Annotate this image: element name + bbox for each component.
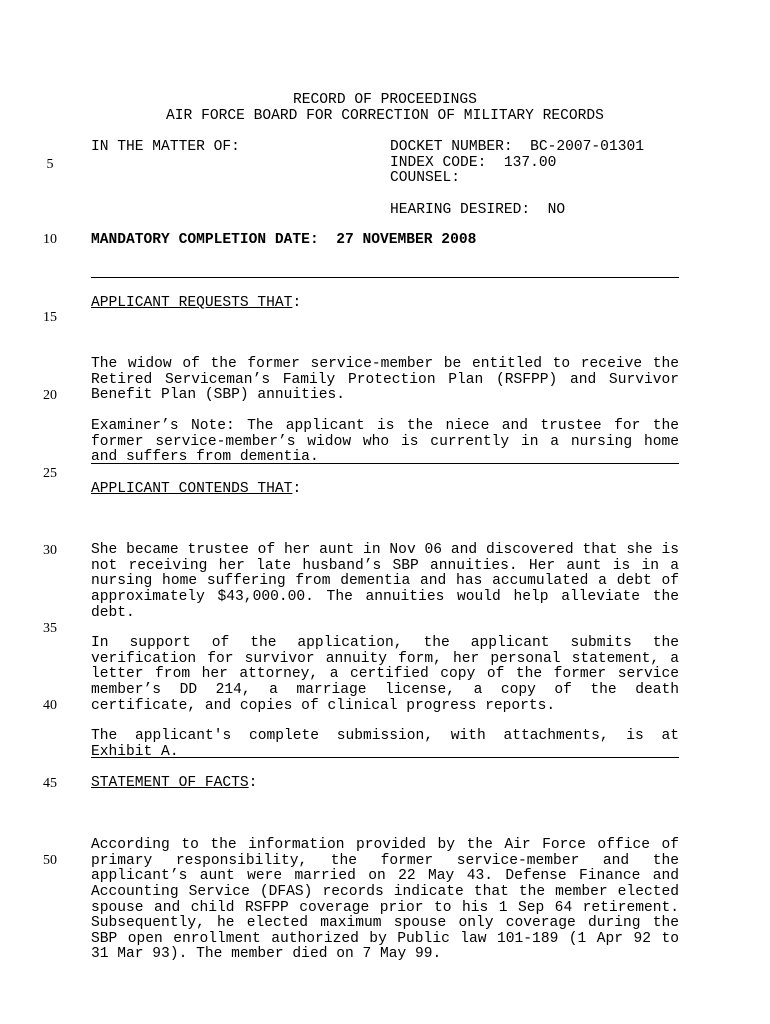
in-the-matter-of-label: IN THE MATTER OF:: [91, 139, 240, 155]
line-number: 15: [43, 310, 57, 325]
facts-heading: STATEMENT OF FACTS:: [91, 775, 258, 791]
requests-paragraph-1-text: The widow of the former service-member be entitled to receive the Retired Serviceman’s Family Protection Plan (RSFPP) and Survivor Benefit Plan (SBP) annuities.: [91, 356, 679, 404]
line-number: 10: [43, 232, 57, 247]
docket-number: [390, 140, 644, 156]
facts-heading-text: STATEMENT OF FACTS: [91, 775, 249, 791]
line-number: 30: [43, 543, 57, 558]
facts-paragraph-1: [91, 807, 679, 994]
line-number: 20: [43, 388, 57, 403]
line-number: 40: [43, 698, 57, 713]
contends-heading-text: APPLICANT CONTENDS THAT: [91, 481, 293, 497]
hearing-desired-value: NO: [547, 202, 566, 218]
contends-paragraph-3-text: The applicant's complete submission, with attachments, is at Exhibit A.: [91, 728, 679, 760]
board-name: AIR FORCE BOARD FOR CORRECTION OF MILITARY RECORDS: [166, 108, 604, 124]
completion-date-value: 27 NOVEMBER 2008: [336, 232, 477, 248]
line-number: 35: [43, 621, 57, 636]
index-code-label: INDEX CODE:: [390, 155, 487, 171]
completion-date: [91, 233, 476, 249]
hearing-desired: [390, 203, 565, 219]
docket-number-value: BC-2007-01301: [530, 139, 644, 155]
counsel-label: COUNSEL:: [390, 170, 461, 186]
completion-date-label: MANDATORY COMPLETION DATE:: [91, 232, 319, 248]
contends-paragraph-2-text: In support of the application, the applicant submits the verification for survivor annuity form, her personal statement, a letter from her attorney, a certified copy of the former service member’s DD 214, a marriage license, a copy of the death certificate, and copies of clinical progress reports.: [91, 635, 679, 714]
hearing-desired-label: HEARING DESIRED:: [390, 202, 531, 218]
contends-heading: APPLICANT CONTENDS THAT:: [91, 481, 302, 497]
section-divider: [91, 277, 679, 278]
line-number: 25: [43, 466, 57, 481]
line-number: 45: [43, 776, 57, 791]
section-divider: [91, 463, 679, 464]
requests-heading: APPLICANT REQUESTS THAT:: [91, 295, 302, 311]
requests-heading-text: APPLICANT REQUESTS THAT: [91, 295, 293, 311]
index-code-value: 137.00: [503, 155, 557, 171]
docket-number-label: DOCKET NUMBER:: [390, 139, 513, 155]
line-number: 50: [43, 853, 57, 868]
document-title: RECORD OF PROCEEDINGS: [293, 92, 477, 108]
line-number: 5: [46, 157, 54, 172]
facts-paragraph-1-text: According to the information provided by the Air Force office of primary responsibility, the former service-member and the applicant’s aunt were married on 22 May 43. Defense Finance and Accounting Service (DFAS) records indicate that the member elected spouse and child RSFPP coverage prior to his 1 Sep 64 retirement. Subsequently, he elected maximum spouse only coverage during the SBP open enrollment authorized by Public law 101-189 (1 Apr 92 to 31 Mar 93). The member died on 7 May 99.: [91, 837, 679, 963]
contends-paragraph-1-text: She became trustee of her aunt in Nov 06 and discovered that she is not receiving her late husband’s SBP annuities. Her aunt is in a nursing home suffering from dementia and has accumulated a debt of approximately $43,000.00. The annuities would help alleviate the debt.: [91, 542, 679, 621]
examiner-note-text: Examiner’s Note: The applicant is the niece and trustee for the former service-member’s widow who is currently in a nursing home and suffers from dementia.: [91, 418, 679, 466]
section-divider: [91, 757, 679, 758]
